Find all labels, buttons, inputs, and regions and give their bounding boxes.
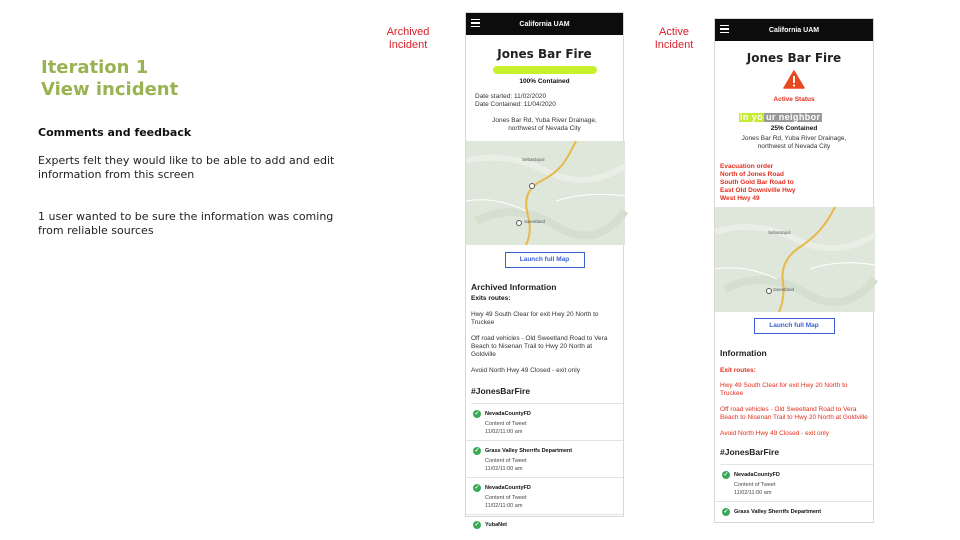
tweet-handle: Grass Valley Sherrifs Department xyxy=(734,509,822,515)
tweet-handle: NevadaCountyFD xyxy=(485,485,531,491)
tweet-content: Content of Tweet xyxy=(734,482,776,488)
app-header xyxy=(715,19,873,41)
tweet-handle: NevadaCountyFD xyxy=(485,411,531,417)
app-title: California UAM xyxy=(768,26,820,34)
warning-triangle-icon xyxy=(715,70,873,94)
map-label-sweetland: Sweetland xyxy=(524,219,546,224)
active-incident-screen xyxy=(714,18,874,523)
incident-title: Jones Bar Fire xyxy=(497,47,592,61)
containment-label: 25% Contained xyxy=(770,125,818,132)
tweet-content: Content of Tweet xyxy=(485,421,527,427)
evacuation-order: Evacuation order North of Jones Road South Gold Bar Road to East Old Downiville Hwy West Hwy 49 xyxy=(720,163,796,202)
incident-map[interactable] xyxy=(466,141,623,245)
incident-location: Jones Bar Rd, Yuba River Drainage, northwest of Nevada City xyxy=(741,135,847,150)
tweet-content: Content of Tweet xyxy=(485,495,527,501)
feedback-heading: Comments and feedback xyxy=(38,126,192,139)
exit-route-1: Hwy 49 South Clear for exit Hwy 20 North to Truckee xyxy=(471,311,599,326)
tweet-time: 11/02/11:00 am xyxy=(485,429,523,435)
app-header xyxy=(466,13,623,35)
exit-route-3: Avoid North Hwy 49 Closed - exit only xyxy=(471,367,580,374)
feedback-paragraph-2: 1 user wanted to be sure the information was coming from reliable sources xyxy=(38,210,334,237)
archived-incident-screen xyxy=(465,12,624,528)
incident-title: Jones Bar Fire xyxy=(746,51,842,65)
active-status-label: Active Status xyxy=(773,96,815,103)
slide-title-line1: Iteration 1 xyxy=(41,57,149,78)
map-pin-icon xyxy=(766,288,772,294)
tweet-time: 11/02/11:00 am xyxy=(485,466,523,472)
verified-check-icon: ✓ xyxy=(474,411,480,417)
app-title: California UAM xyxy=(519,20,570,28)
tweet-item[interactable] xyxy=(466,441,623,478)
info-heading: Information xyxy=(720,348,767,358)
exit-route-2: Off road vehicles - Old Sweetland Road to Vera Beach to Nisenan Trail to Hwy 20 North at Goldville xyxy=(720,406,868,421)
launch-full-map-button[interactable]: Launch full Map xyxy=(505,252,585,268)
verified-check-icon: ✓ xyxy=(723,509,729,515)
hamburger-menu-icon[interactable] xyxy=(720,25,729,33)
exit-route-3: Avoid North Hwy 49 Closed - exit only xyxy=(720,430,829,437)
launch-full-map-button[interactable]: Launch full Map xyxy=(754,318,835,334)
slide-title xyxy=(41,57,178,101)
tweet-time: 11/02/11:00 am xyxy=(734,490,772,496)
exit-routes-label: Exit routes: xyxy=(720,367,756,374)
tweet-handle: NevadaCountyFD xyxy=(734,472,780,478)
containment-progress-bar xyxy=(493,66,597,74)
active-incident-label: Active Incident xyxy=(654,26,694,51)
map-label-sebastopol: Sebastopol xyxy=(522,157,545,162)
map-pin-icon xyxy=(529,183,535,189)
date-started: Date started: 11/02/2020 xyxy=(475,93,547,100)
in-your-neighbor-badge: in yo ur neighbor xyxy=(740,112,821,122)
verified-check-icon: ✓ xyxy=(723,472,729,478)
archived-incident-label: Archived Incident xyxy=(386,26,430,51)
exit-routes-label: Exits routes: xyxy=(471,295,511,302)
verified-check-icon: ✓ xyxy=(474,448,480,454)
verified-check-icon: ✓ xyxy=(474,522,480,528)
hashtag-heading: #JonesBarFire xyxy=(720,447,873,465)
slide-title-line2: View incident xyxy=(41,79,179,100)
incident-location: Jones Bar Rd, Yuba River Drainage, northwest of Nevada City xyxy=(492,117,597,132)
exit-route-2: Off road vehicles - Old Sweetland Road to Vera Beach to Nisenan Trail to Hwy 20 North at Goldville xyxy=(471,335,608,358)
tweet-item[interactable] xyxy=(466,404,623,441)
tweet-item[interactable] xyxy=(715,502,873,520)
map-label-sebastopol: Sebastopol xyxy=(768,230,791,235)
tweet-item[interactable] xyxy=(466,515,623,533)
containment-label: 100% Contained xyxy=(519,78,570,85)
tweet-handle: YubaNet xyxy=(485,522,508,528)
tweet-content: Content of Tweet xyxy=(485,458,527,464)
map-pin-icon xyxy=(516,220,522,226)
map-label-sweetland: Sweetland xyxy=(773,287,795,292)
exit-route-1: Hwy 49 South Clear for exit Hwy 20 North to Truckee xyxy=(720,382,848,397)
incident-map[interactable] xyxy=(715,207,873,312)
hamburger-menu-icon[interactable] xyxy=(471,19,480,27)
tweet-time: 11/02/11:00 am xyxy=(485,503,523,509)
hashtag-heading: #JonesBarFire xyxy=(471,386,623,404)
tweet-item[interactable] xyxy=(715,465,873,502)
feedback-paragraph-1: Experts felt they would like to be able to add and edit information from this screen xyxy=(38,154,335,181)
incident-dates xyxy=(475,93,623,109)
tweet-handle: Grass Valley Sherrifs Department xyxy=(485,448,573,454)
date-contained: Date Contained: 11/04/2020 xyxy=(475,101,556,108)
verified-check-icon: ✓ xyxy=(474,485,480,491)
tweet-item[interactable] xyxy=(466,478,623,515)
archived-info-heading: Archived Information xyxy=(471,282,557,292)
